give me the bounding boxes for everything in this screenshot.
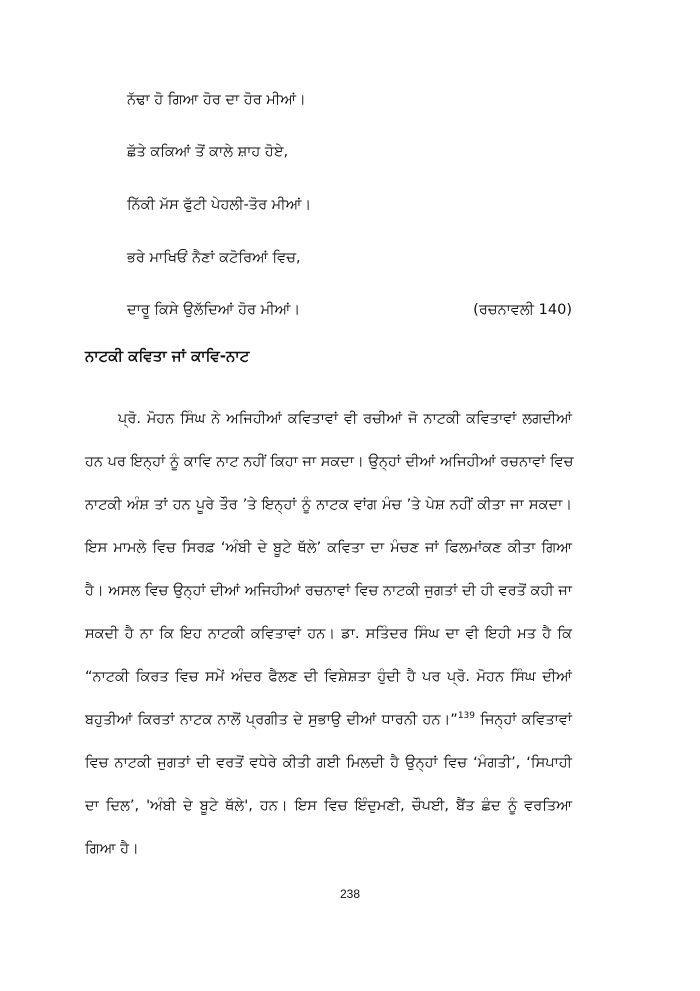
verse-line [127, 248, 572, 268]
paragraph-line-with-footnote [85, 699, 572, 742]
paragraph-line: “ਨਾਟਕੀ ਕਿਰਤ ਵਿਚ ਸਮੇਂ ਅੰਦਰ ਫੈਲਣ ਦੀ ਵਿਸ਼ੇਸ਼ਤਾ ਹੁੰਦੀ ਹੈ ਪਰ ਪ੍ਰੋ. ਮੋਹਨ ਸਿੰਘ ਦੀਆਂ [85, 669, 572, 685]
paragraph-line: ਇਸ ਮਾਮਲੇ ਵਿਚ ਸਿਰਫ਼ ‘ਅੰਬੀ ਦੇ ਬੂਟੇ ਥੱਲੇ’ ਕਵਿਤਾ ਦਾ ਮੰਚਣ ਜਾਂ ਫਿਲਮਾਂਕਣ ਕੀਤਾ ਗਿਆ [85, 540, 572, 556]
verse-line [127, 300, 572, 320]
verse-line-text: ਨੱਢਾ ਹੋ ਗਿਆ ਹੋਰ ਦਾ ਹੋਰ ਮੀਆਂ। [127, 92, 306, 108]
paragraph-line: ਨਾਟਕੀ ਅੰਸ਼ ਤਾਂ ਹਨ ਪੂਰੇ ਤੌਰ ’ਤੇ ਇਨ੍ਹਾਂ ਨੂੰ ਨਾਟਕ ਵਾਂਗ ਮੰਚ ’ਤੇ ਪੇਸ਼ ਨਹੀਂ ਕੀਤਾ ਜਾ ਸਕਦਾ। [85, 497, 572, 513]
paragraph-line: ਗਿਆ ਹੈ। [85, 841, 139, 857]
body-paragraph [85, 398, 572, 871]
section-heading: ਨਾਟਕੀ ਕਵਿਤਾ ਜਾਂ ਕਾਵਿ-ਨਾਟ [85, 347, 250, 365]
verse-line [127, 195, 572, 215]
paragraph-line: ਹਨ ਪਰ ਇਨ੍ਹਾਂ ਨੂੰ ਕਾਵਿ ਨਾਟ ਨਹੀਂ ਕਿਹਾ ਜਾ ਸਕਦਾ। ਉਨ੍ਹਾਂ ਦੀਆਂ ਅਜਿਹੀਆਂ ਰਚਨਾਵਾਂ ਵਿਚ [85, 454, 574, 470]
verse-citation: (ਰਚਨਾਵਲੀ 140) [473, 302, 572, 318]
paragraph-line: ਵਿਚ ਨਾਟਕੀ ਜੁਗਤਾਂ ਦੀ ਵਰਤੋਂ ਵਧੇਰੇ ਕੀਤੀ ਗਈ ਮਿਲਦੀ ਹੈ ਉਨ੍ਹਾਂ ਵਿਚ ‘ਮੰਗਤੀ’, ‘ਸਿਪਾਹੀ [85, 755, 572, 771]
verse-line-text: ਛੱਤੇ ਕਕਿਆਂ ਤੋਂ ਕਾਲੇ ਸ਼ਾਹ ਹੋਏ, [127, 144, 289, 160]
paragraph-line: ਦਾ ਦਿਲ’, 'ਅੰਬੀ ਦੇ ਬੂਟੇ ਥੱਲੇ', ਹਨ। ਇਸ ਵਿਚ ਇੰਦੁਮਣੀ, ਚੌਪਈ, ਬੈਂਤ ਛੰਦ ਨੂੰ ਵਰਤਿਆ [85, 798, 572, 814]
paragraph-line: ਪ੍ਰੋ. ਮੋਹਨ ਸਿੰਘ ਨੇ ਅਜਿਹੀਆਂ ਕਵਿਤਾਵਾਂ ਵੀ ਰਚੀਆਂ ਜੋ ਨਾਟਕੀ ਕਵਿਤਾਵਾਂ ਲਗਦੀਆਂ [118, 411, 572, 427]
verse-line-text: ਦਾਰੂ ਕਿਸੇ ਉਲੱਦਿਆਂ ਹੋਰ ਮੀਆਂ। [127, 302, 301, 318]
paragraph-line: ਹੈ। ਅਸਲ ਵਿਚ ਉਨ੍ਹਾਂ ਦੀਆਂ ਅਜਿਹੀਆਂ ਰਚਨਾਵਾਂ ਵਿਚ ਨਾਟਕੀ ਜੁਗਤਾਂ ਦੀ ਹੀ ਵਰਤੋਂ ਕਹੀ ਜਾ [85, 583, 572, 599]
verse-line-text: ਨਿੱਕੀ ਮੱਸ ਫੁੱਟੀ ਪੇਹਲੀ-ਤੋਰ ਮੀਆਂ। [127, 197, 312, 213]
verse-line [127, 142, 572, 162]
paragraph-line-text: ਜਿਨ੍ਹਾਂ ਕਵਿਤਾਵਾਂ [475, 712, 572, 728]
paragraph-line: ਸਕਦੀ ਹੈ ਨਾ ਕਿ ਇਹ ਨਾਟਕੀ ਕਵਿਤਾਵਾਂ ਹਨ। ਡਾ. ਸਤਿੰਦਰ ਸਿੰਘ ਦਾ ਵੀ ਇਹੀ ਮਤ ਹੈ ਕਿ [85, 626, 572, 642]
page-number: 238 [339, 887, 361, 901]
paragraph-line-text: ਬਹੁਤੀਆਂ ਕਿਰਤਾਂ ਨਾਟਕ ਨਾਲੋਂ ਪ੍ਰਗੀਤ ਦੇ ਸੁਭਾਉ ਦੀਆਂ ਧਾਰਨੀ ਹਨ।” [85, 712, 458, 728]
verse-line [127, 90, 572, 110]
footnote-reference[interactable]: 139 [457, 711, 475, 721]
verse-line-text: ਭਰੇ ਮਾਖਿਓਂ ਨੈਣਾਂ ਕਟੋਰਿਆਂ ਵਿਚ, [127, 250, 301, 266]
